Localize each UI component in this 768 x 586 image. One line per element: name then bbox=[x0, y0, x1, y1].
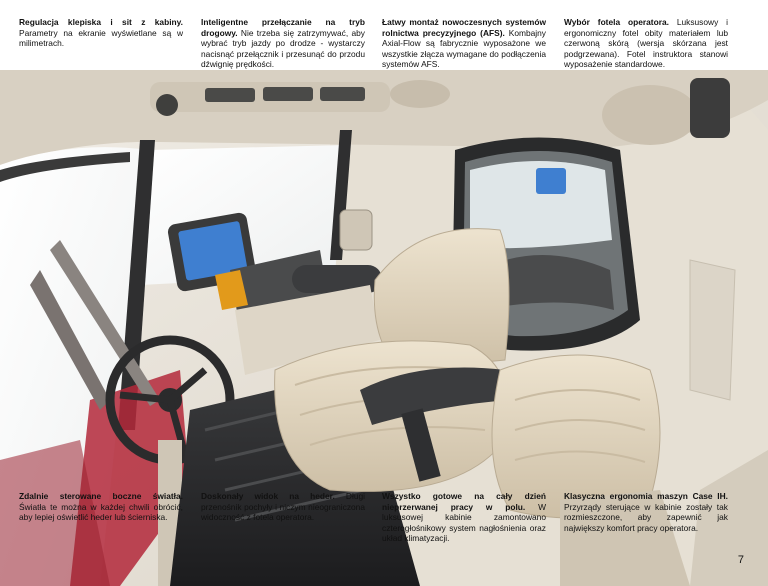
caption-title: Klasyczna ergonomia maszyn Case IH. bbox=[564, 491, 728, 501]
caption-title: Inteligentne przełączanie na tryb drogowy. bbox=[201, 17, 365, 38]
caption-road-mode bbox=[201, 17, 365, 70]
page-number: 7 bbox=[737, 554, 744, 566]
caption-ergonomics bbox=[564, 491, 728, 533]
caption-title: Wszystko gotowe na cały dzień nieprzerwanej pracy w polu. bbox=[382, 491, 546, 512]
caption-all-day-work bbox=[382, 491, 546, 544]
caption-body: W luksusowej kabinie zamontowano czterogłośnikowy system nagłośnienia oraz układ klimatyzacji. bbox=[382, 501, 546, 544]
caption-title: Regulacja klepiska i sit z kabiny. bbox=[19, 17, 183, 27]
caption-title: Zdalnie sterowane boczne światła. bbox=[19, 491, 183, 501]
caption-body: Parametry na ekranie wyświetlane są w milimetrach. bbox=[19, 27, 183, 49]
caption-body: Przyrządy sterujące w kabinie zostały tak rozmieszczone, aby zapewnić jak największy komfort pracy operatora. bbox=[564, 501, 728, 533]
caption-title: Łatwy montaż nowoczesnych systemów rolnictwa precyzyjnego (AFS). bbox=[382, 17, 546, 38]
caption-title: Doskonały widok na heder. bbox=[201, 491, 346, 501]
caption-operator-seat bbox=[564, 17, 728, 70]
caption-side-lights bbox=[19, 491, 183, 523]
caption-body: Kombajny Axial-Flow są fabrycznie wyposażone we wszystkie złącza wymagane do podłączenia systemów AFS. bbox=[382, 27, 546, 70]
caption-title: Wybór fotela operatora. bbox=[564, 17, 677, 27]
caption-body: Światła te można w każdej chwili obrócić, aby lepiej oświetlić heder lub ścierniska. bbox=[19, 501, 183, 523]
caption-afs-systems bbox=[382, 17, 546, 70]
caption-sieve-adjustment bbox=[19, 17, 183, 49]
caption-body: Długi przenośnik pochyły i niczym nieograniczona widoczność z fotela operatora. bbox=[201, 491, 365, 523]
caption-header-view bbox=[201, 491, 365, 523]
caption-body: Nie trzeba się zatrzymywać, aby wybrać tryb jazdy po drodze - wystarczy nacisnąć przełącznik i przesunąć do przodu dźwignię prędkości. bbox=[201, 27, 365, 70]
caption-body: Luksusowy i ergonomiczny fotel obity materiałem lub czerwoną skórą (wersja skórzana jest podgrzewana). Fotel instruktora stanowi wyposażenie standardowe. bbox=[564, 17, 728, 70]
